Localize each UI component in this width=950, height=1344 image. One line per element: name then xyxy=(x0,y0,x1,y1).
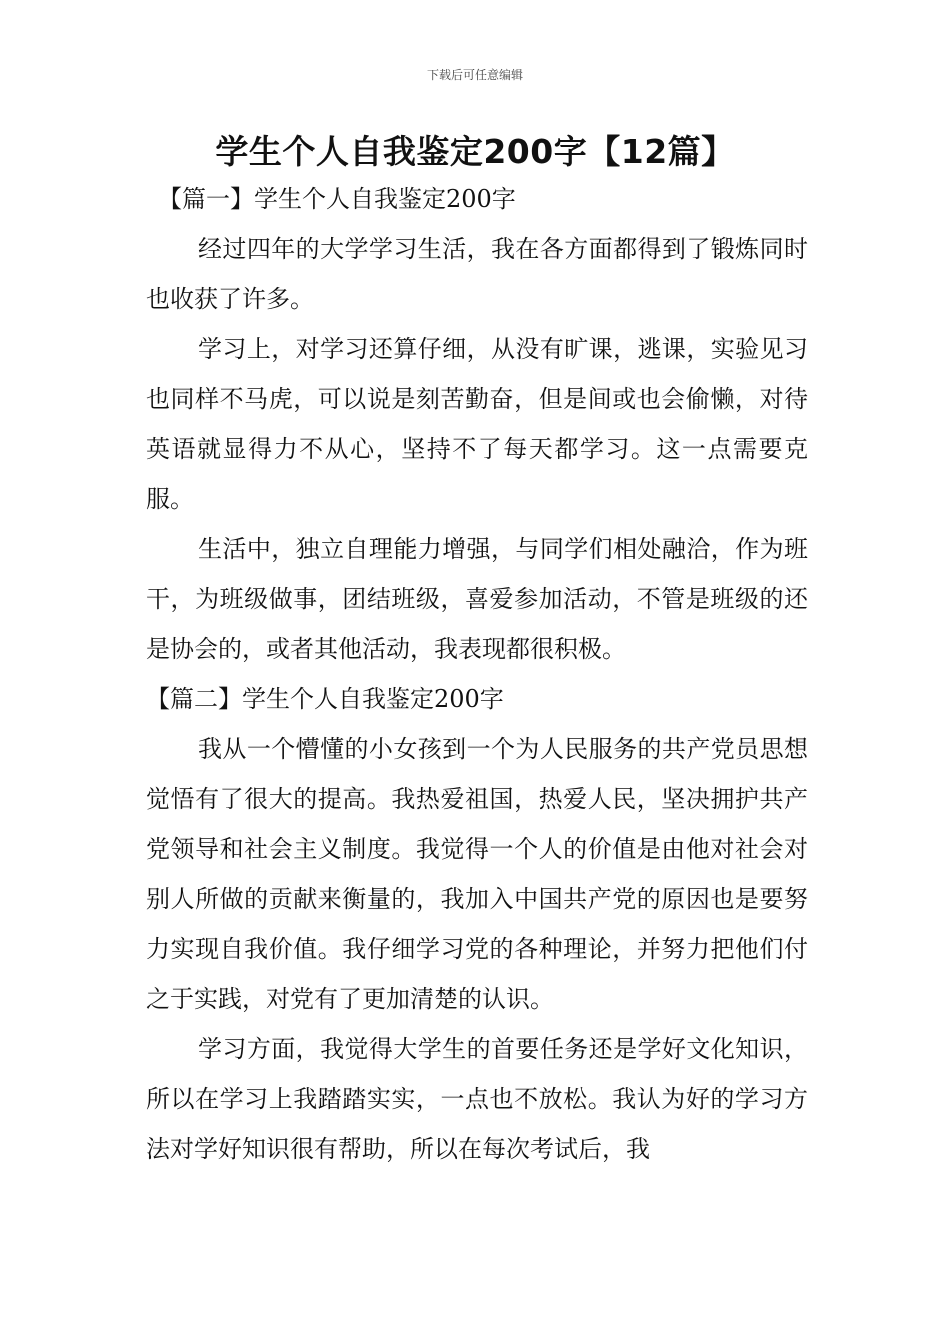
document-title: 学生个人自我鉴定200字【12篇】 xyxy=(215,132,735,171)
section-1 xyxy=(146,174,808,674)
paragraph: 学习上，对学习还算仔细，从没有旷课，逃课，实验见习也同样不马虎，可以说是刻苦勤奋，但是间或也会偷懒，对待英语就显得力不从心，坚持不了每天都学习。这一点需要克服。 xyxy=(146,335,808,513)
header-note: 下载后可任意编辑 xyxy=(426,68,523,82)
section-2 xyxy=(146,674,808,1174)
section-heading: 【篇一】学生个人自我鉴定200字 xyxy=(158,185,516,213)
paragraph: 我从一个懵懂的小女孩到一个为人民服务的共产党员思想觉悟有了很大的提高。我热爱祖国，热爱人民，坚决拥护共产党领导和社会主义制度。我觉得一个人的价值是由他对社会对别人所做的贡献来衡量的，我加入中国共产党的原因也是要努力实现自我价值。我仔细学习党的各种理论，并努力把他们付之于实践，对党有了更加清楚的认识。 xyxy=(146,735,808,1013)
paragraph: 经过四年的大学学习生活，我在各方面都得到了锻炼同时也收获了许多。 xyxy=(146,235,808,313)
paragraph: 学习方面，我觉得大学生的首要任务还是学好文化知识，所以在学习上我踏踏实实，一点也不放松。我认为好的学习方法对学好知识很有帮助，所以在每次考试后，我 xyxy=(146,1035,808,1163)
section-heading: 【篇二】学生个人自我鉴定200字 xyxy=(146,685,504,713)
paragraph: 生活中，独立自理能力增强，与同学们相处融洽，作为班干，为班级做事，团结班级，喜爱参加活动，不管是班级的还是协会的，或者其他活动，我表现都很积极。 xyxy=(146,535,808,663)
document-body xyxy=(146,174,808,1174)
